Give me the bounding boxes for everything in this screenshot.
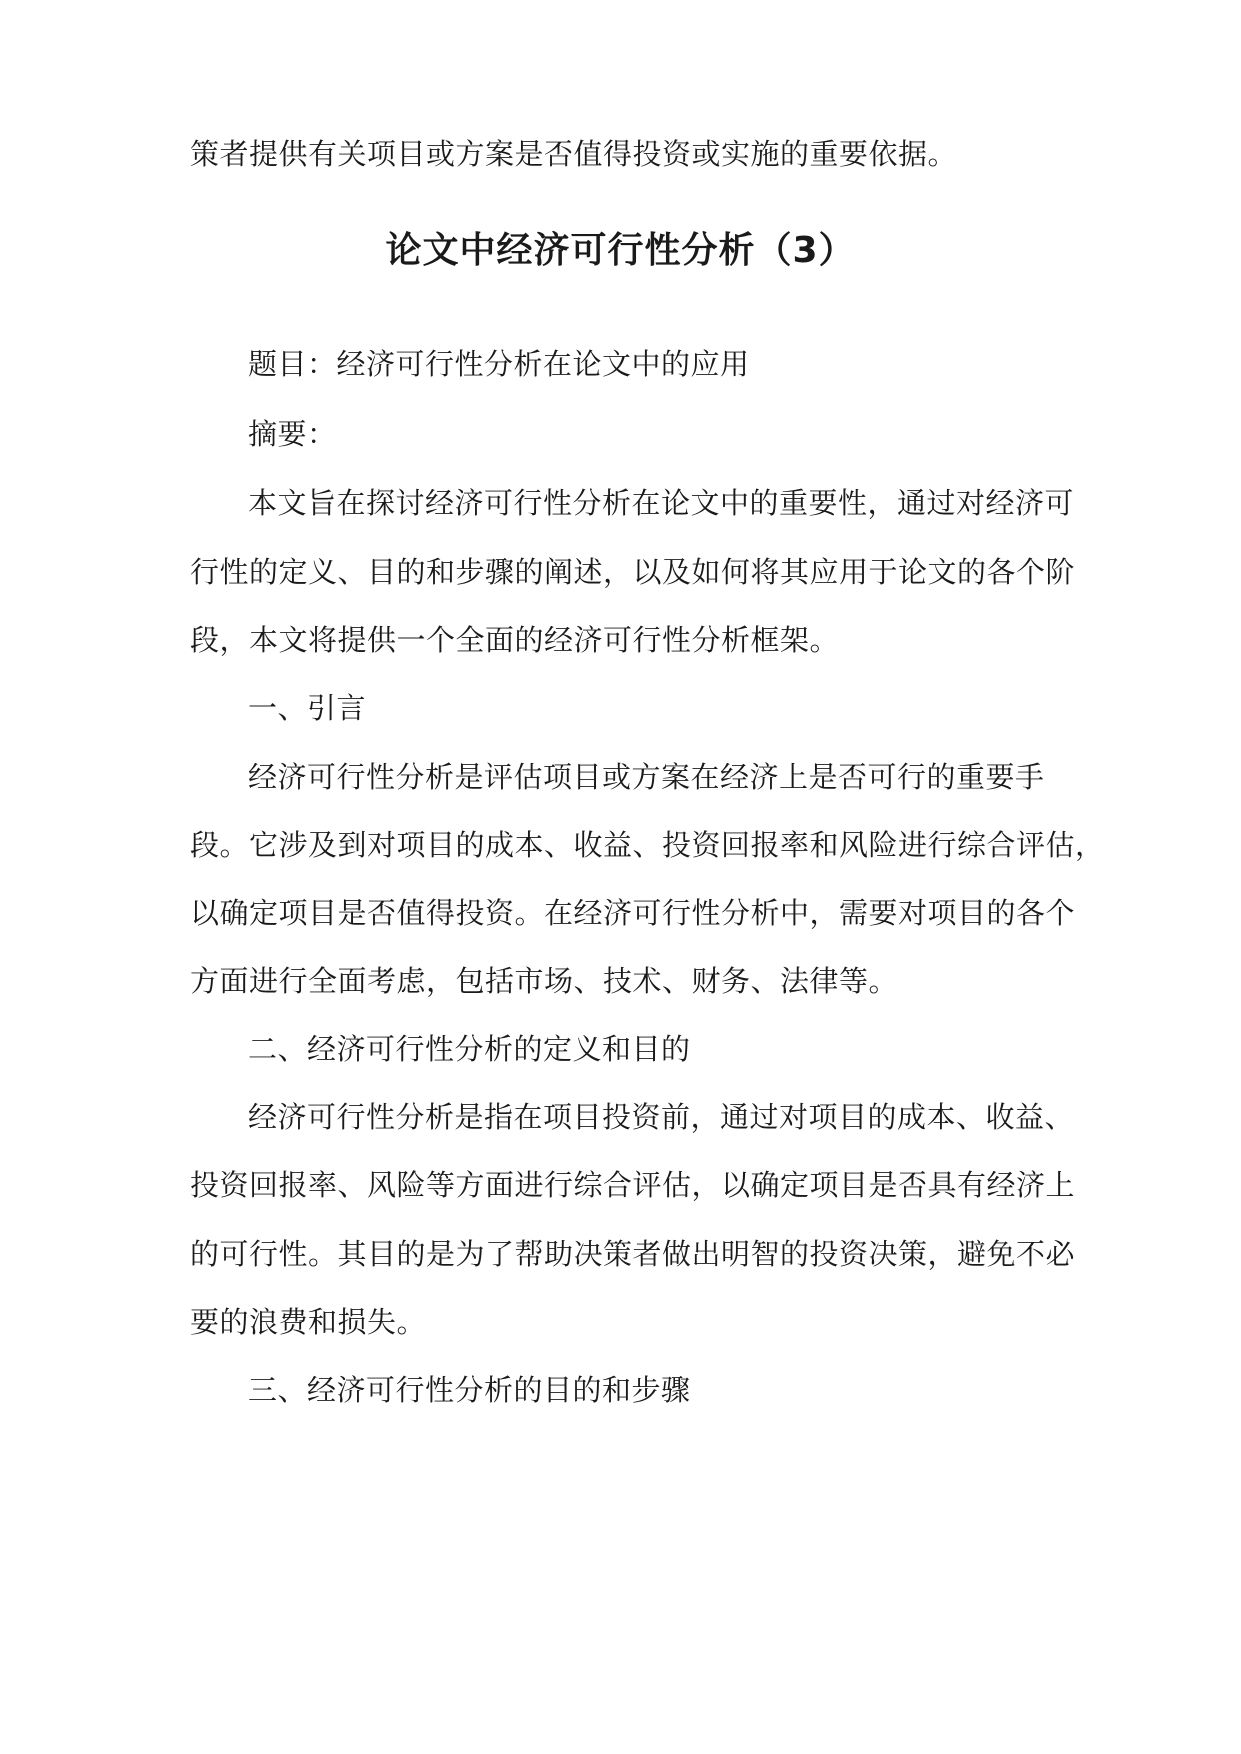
section-heading-definition: 二、经济可行性分析的定义和目的	[248, 1032, 691, 1066]
section-paragraph-line: 经济可行性分析是指在项目投资前，通过对项目的成本、收益、	[248, 1100, 1075, 1134]
topic-line: 题目：经济可行性分析在论文中的应用	[248, 347, 750, 381]
section-paragraph-line: 方面进行全面考虑，包括市场、技术、财务、法律等。	[190, 964, 899, 998]
section-heading-introduction: 一、引言	[248, 691, 367, 725]
section-paragraph-line: 要的浪费和损失。	[190, 1305, 427, 1339]
section-paragraph-line: 经济可行性分析是评估项目或方案在经济上是否可行的重要手	[248, 760, 1045, 794]
section-paragraph-line: 以确定项目是否值得投资。在经济可行性分析中，需要对项目的各个	[190, 896, 1076, 930]
section-paragraph-line: 段。它涉及到对项目的成本、收益、投资回报率和风险进行综合评估，	[190, 828, 1105, 862]
page-title: 论文中经济可行性分析（3）	[385, 230, 856, 271]
continuation-text: 策者提供有关项目或方案是否值得投资或实施的重要依据。	[190, 137, 958, 171]
section-paragraph-line: 投资回报率、风险等方面进行综合评估，以确定项目是否具有经济上	[190, 1168, 1076, 1202]
section-paragraph-line: 的可行性。其目的是为了帮助决策者做出明智的投资决策，避免不必	[190, 1237, 1076, 1271]
section-heading-steps: 三、经济可行性分析的目的和步骤	[248, 1373, 691, 1407]
abstract-heading: 摘要：	[248, 417, 337, 451]
abstract-line: 段，本文将提供一个全面的经济可行性分析框架。	[190, 623, 840, 657]
abstract-line: 本文旨在探讨经济可行性分析在论文中的重要性，通过对经济可	[248, 486, 1075, 520]
abstract-line: 行性的定义、目的和步骤的阐述，以及如何将其应用于论文的各个阶	[190, 555, 1076, 589]
